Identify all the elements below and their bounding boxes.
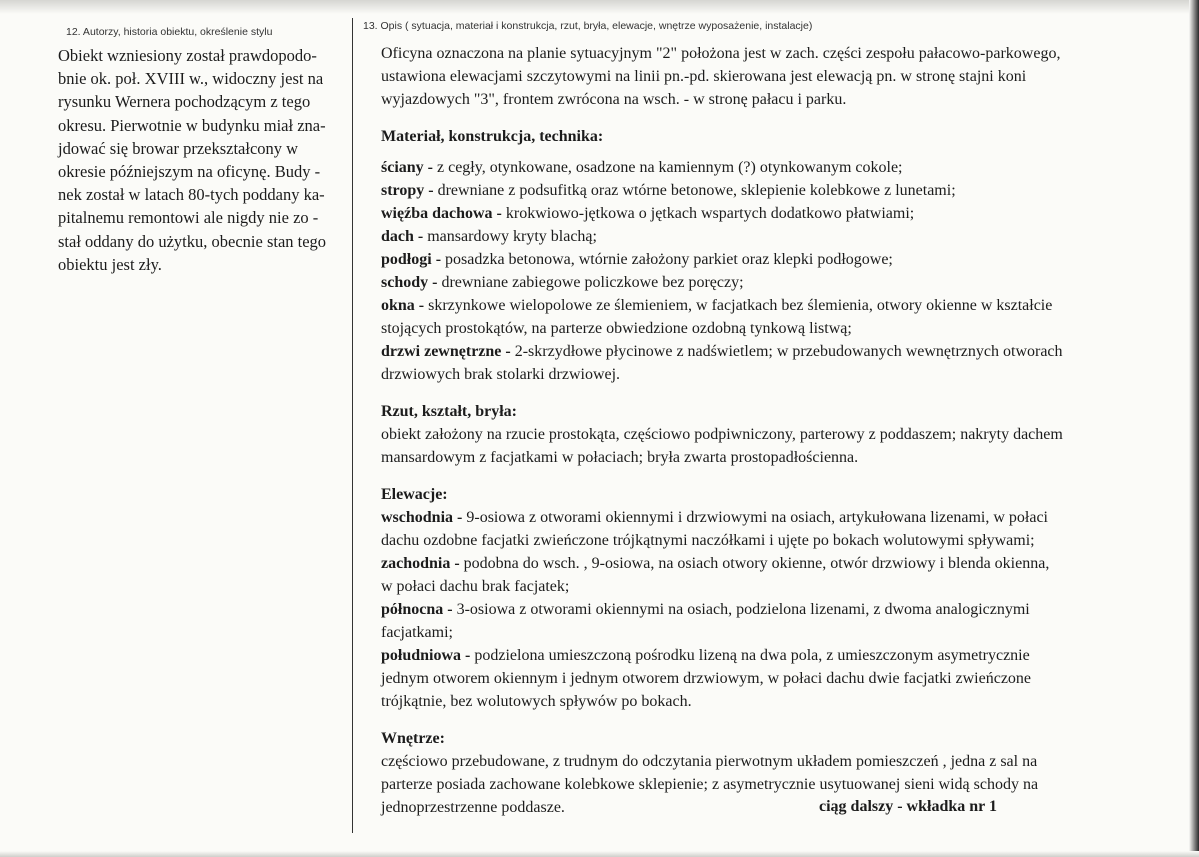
- elewacje-desc: podobna do wsch. , 9-osiowa, na osiach otwory okienne, otwór drzwiowy i blenda okienna,: [463, 555, 1050, 572]
- elewacje-line: [381, 621, 1171, 644]
- scan-right-edge: [1189, 0, 1199, 857]
- continuation-note: ciąg dalszy - wkładka nr 1: [819, 798, 997, 815]
- material-line: [381, 294, 1171, 317]
- spacer: [381, 111, 1171, 125]
- material-line: [381, 156, 1171, 179]
- spacer: [381, 386, 1171, 400]
- material-line: [381, 248, 1171, 271]
- elewacje-term: północna -: [381, 601, 453, 618]
- elewacje-term: południowa -: [381, 647, 471, 664]
- material-line: [381, 225, 1171, 248]
- material-term: okna -: [381, 297, 425, 314]
- material-line: [381, 340, 1171, 363]
- spacer: [381, 713, 1171, 727]
- history-line: Obiekt wzniesiony został prawdopodo-: [58, 46, 317, 65]
- wnetrze-heading: Wnętrze:: [381, 730, 445, 747]
- wnetrze-line: jednoprzestrzenne poddasze.: [381, 799, 565, 816]
- elewacje-line: [381, 575, 1171, 598]
- rzut-line: mansardowym z facjatkami w połaciach; bryła zwarta prostopadłościenna.: [381, 449, 859, 466]
- material-line: [381, 363, 1171, 386]
- elewacje-line: [381, 644, 1171, 667]
- wnetrze-line: częściowo przebudowane, z trudnym do odczytania pierwotnym układem pomieszczeń , jedna z sal na: [381, 753, 1038, 770]
- material-desc: 2-skrzydłowe płycinowe z nadświetlem; w przebudowanych wewnętrznych otworach: [514, 343, 1063, 360]
- history-line: okresie późniejszym na oficynę. Budy -: [58, 162, 321, 182]
- intro-line: Oficyna oznaczona na planie sytuacyjnym "2" położona jest w zach. części zespołu pałacowo-parkowego,: [381, 45, 1061, 62]
- material-term: drzwi zewnętrzne -: [381, 343, 511, 360]
- material-desc: skrzynkowe wielopolowe ze ślemieniem, w facjatkach bez ślemienia, otwory okienne w kształcie: [428, 297, 1053, 314]
- spacer: [381, 469, 1171, 483]
- material-desc: drzwiowych brak stolarki drzwiowej.: [381, 366, 621, 383]
- scan-bottom-edge: [0, 851, 1199, 857]
- material-line: [381, 179, 1171, 202]
- rzut-heading: Rzut, kształt, bryła:: [381, 403, 517, 420]
- wnetrze-line: parterze posiada zachowane kolebkowe sklepienie; z asymetrycznie usytuowanej sieni widą schody na: [381, 776, 1039, 793]
- material-term: więźba dachowa -: [381, 205, 502, 222]
- material-term: stropy -: [381, 182, 434, 199]
- history-line: rysunku Wernera pochodzącym z tego: [58, 92, 311, 112]
- history-line: obiektu jest zły.: [58, 254, 162, 274]
- elewacje-line: [381, 690, 1171, 713]
- elewacje-desc: jednym otworem okiennym i jednym otworem drzwiowym, w połaci dachu dwie facjatki zwieńczone: [381, 670, 1032, 687]
- material-term: podłogi -: [381, 251, 442, 268]
- material-desc: drewniane zabiegowe policzkowe bez poręczy;: [441, 274, 744, 291]
- material-desc: posadzka betonowa, wtórnie założony parkiet oraz klepki podłogowe;: [445, 251, 893, 268]
- elewacje-heading: Elewacje:: [381, 486, 448, 503]
- elewacje-line: [381, 598, 1171, 621]
- material-line: [381, 317, 1171, 340]
- elewacje-desc: facjatkami;: [381, 624, 453, 641]
- intro-line: ustawiona elewacjami szczytowymi na linii pn.-pd. skierowana jest elewacją pn. w stronę stajni koni: [381, 68, 1027, 85]
- elewacje-desc: w połaci dachu brak facjatek;: [381, 578, 570, 595]
- elewacje-term: zachodnia -: [381, 555, 460, 572]
- spacer: [381, 148, 1171, 156]
- column-divider: [352, 18, 353, 833]
- material-line: [381, 202, 1171, 225]
- elewacje-desc: dachu ozdobne facjatki zwieńczone trójkątnymi naczółkami i ujęte po bokach wolutowymi spływami;: [381, 532, 1035, 549]
- history-line: pitalnemu remontowi ale nigdy nie zo -: [58, 208, 319, 228]
- elewacje-line: [381, 529, 1171, 552]
- material-desc: stojących prostokątów, na parterze obwiedzione ozdobną tynkową listwą;: [381, 320, 852, 337]
- intro-line: wyjazdowych "3", frontem zwrócona na wsch. - w stronę pałacu i parku.: [381, 91, 847, 108]
- material-desc: z cegły, otynkowane, osadzone na kamiennym (?) otynkowanym cokole;: [437, 159, 903, 176]
- elewacje-line: [381, 667, 1171, 690]
- section-12-header: 12. Autorzy, historia obiektu, określenie stylu: [66, 26, 273, 38]
- material-desc: krokwiowo-jętkowa o jętkach wspartych dodatkowo płatwiami;: [505, 205, 915, 222]
- section-12-text: [58, 44, 348, 276]
- elewacje-line: [381, 506, 1171, 529]
- elewacje-desc: 3-osiowa z otworami okiennymi na osiach, podzielona lizenami, z dwoma analogicznymi: [456, 601, 1030, 618]
- history-line: bnie ok. poł. XVIII w., widoczny jest na: [58, 69, 324, 89]
- history-line: jdować się browar przekształcony w: [58, 138, 299, 158]
- history-line: nek został w latach 80-tych poddany ka-: [58, 185, 325, 205]
- elewacje-desc: podzielona umieszczoną pośrodku lizeną na dwa pola, z umieszczonym asymetrycznie: [474, 647, 1030, 664]
- material-desc: mansardowy kryty blachą;: [427, 228, 597, 245]
- scan-top-edge: [0, 0, 1199, 14]
- history-line: stał oddany do użytku, obecnie stan tego: [58, 231, 327, 251]
- material-desc: drewniane z podsufitką oraz wtórne betonowe, sklepienie kolebkowe z lunetami;: [437, 182, 956, 199]
- elewacje-desc: 9-osiowa z otworami okiennymi i drzwiowymi na osiach, artykułowana lizenami, w połaci: [466, 509, 1048, 526]
- elewacje-desc: trójkątnie, bez wolutowych spływów po bokach.: [381, 693, 692, 710]
- rzut-line: obiekt założony na rzucie prostokąta, częściowo podpiwniczony, parterowy z poddaszem; nakryty dachem: [381, 426, 1063, 443]
- material-line: [381, 271, 1171, 294]
- material-term: ściany -: [381, 159, 433, 176]
- material-term: dach -: [381, 228, 424, 245]
- history-line: okresu. Pierwotnie w budynku miał zna-: [58, 115, 326, 135]
- material-heading: Materiał, konstrukcja, technika:: [381, 128, 604, 145]
- elewacje-line: [381, 552, 1171, 575]
- section-13-text: [381, 42, 1171, 819]
- material-term: schody -: [381, 274, 438, 291]
- elewacje-term: wschodnia -: [381, 509, 463, 526]
- section-13-header: 13. Opis ( sytuacja, materiał i konstrukcja, rzut, bryła, elewacje, wnętrze wyposażenie, instalacje): [363, 20, 813, 32]
